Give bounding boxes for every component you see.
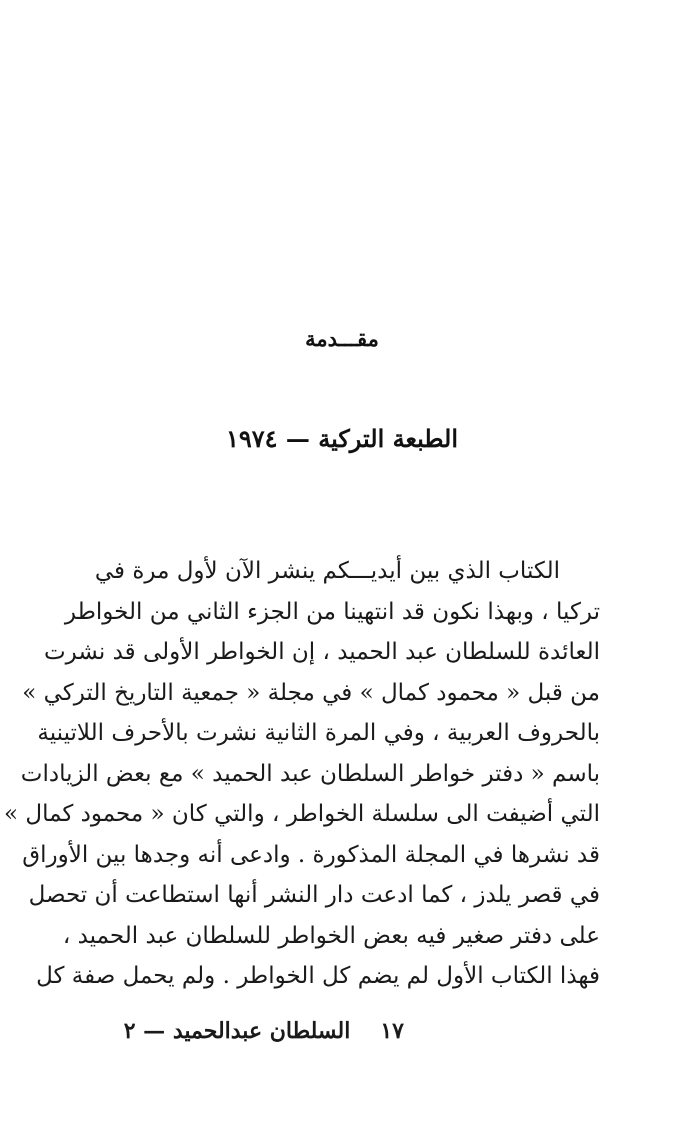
body-paragraph bbox=[3, 551, 600, 997]
text-line: باسم « دفتر خواطر السلطان عبد الحميد » مع بعض الزيادات bbox=[20, 760, 600, 787]
text-line: فهذا الكتاب الأول لم يضم كل الخواطر . ولم يحمل صفة كل bbox=[36, 963, 600, 989]
text-line: من قبل « محمود كمال » في مجلة « جمعية التاريخ التركي » bbox=[22, 679, 600, 706]
page-footer bbox=[104, 1018, 404, 1044]
text-line: تركيا ، وبهذا نكون قد انتهينا من الجزء الثاني من الخواطر bbox=[64, 598, 600, 625]
text-line: قد نشرها في المجلة المذكورة . وادعى أنه وجدها بين الأوراق bbox=[22, 841, 600, 868]
section-heading: مقـــدمة bbox=[305, 326, 379, 351]
page-number: ١٧ bbox=[380, 1018, 404, 1044]
edition-heading: الطبعة التركية — ١٩٧٤ bbox=[226, 424, 458, 453]
signature-mark: السلطان عبدالحميد — ٢ bbox=[123, 1018, 351, 1044]
text-line: الكتاب الذي بين أيديـــكم ينشر الآن لأول مرة في bbox=[94, 558, 560, 584]
text-line: على دفتر صغير فيه بعض الخواطر للسلطان عبد الحميد ، bbox=[62, 922, 600, 949]
text-line: بالحروف العربية ، وفي المرة الثانية نشرت بالأحرف اللاتينية bbox=[37, 720, 600, 746]
text-line: التي أضيفت الى سلسلة الخواطر ، والتي كان « محمود كمال » bbox=[3, 801, 600, 827]
text-line: في قصر يلدز ، كما ادعت دار النشر أنها استطاعت أن تحصل bbox=[28, 882, 600, 908]
text-line: العائدة للسلطان عبد الحميد ، إن الخواطر الأولى قد نشرت bbox=[44, 639, 600, 665]
